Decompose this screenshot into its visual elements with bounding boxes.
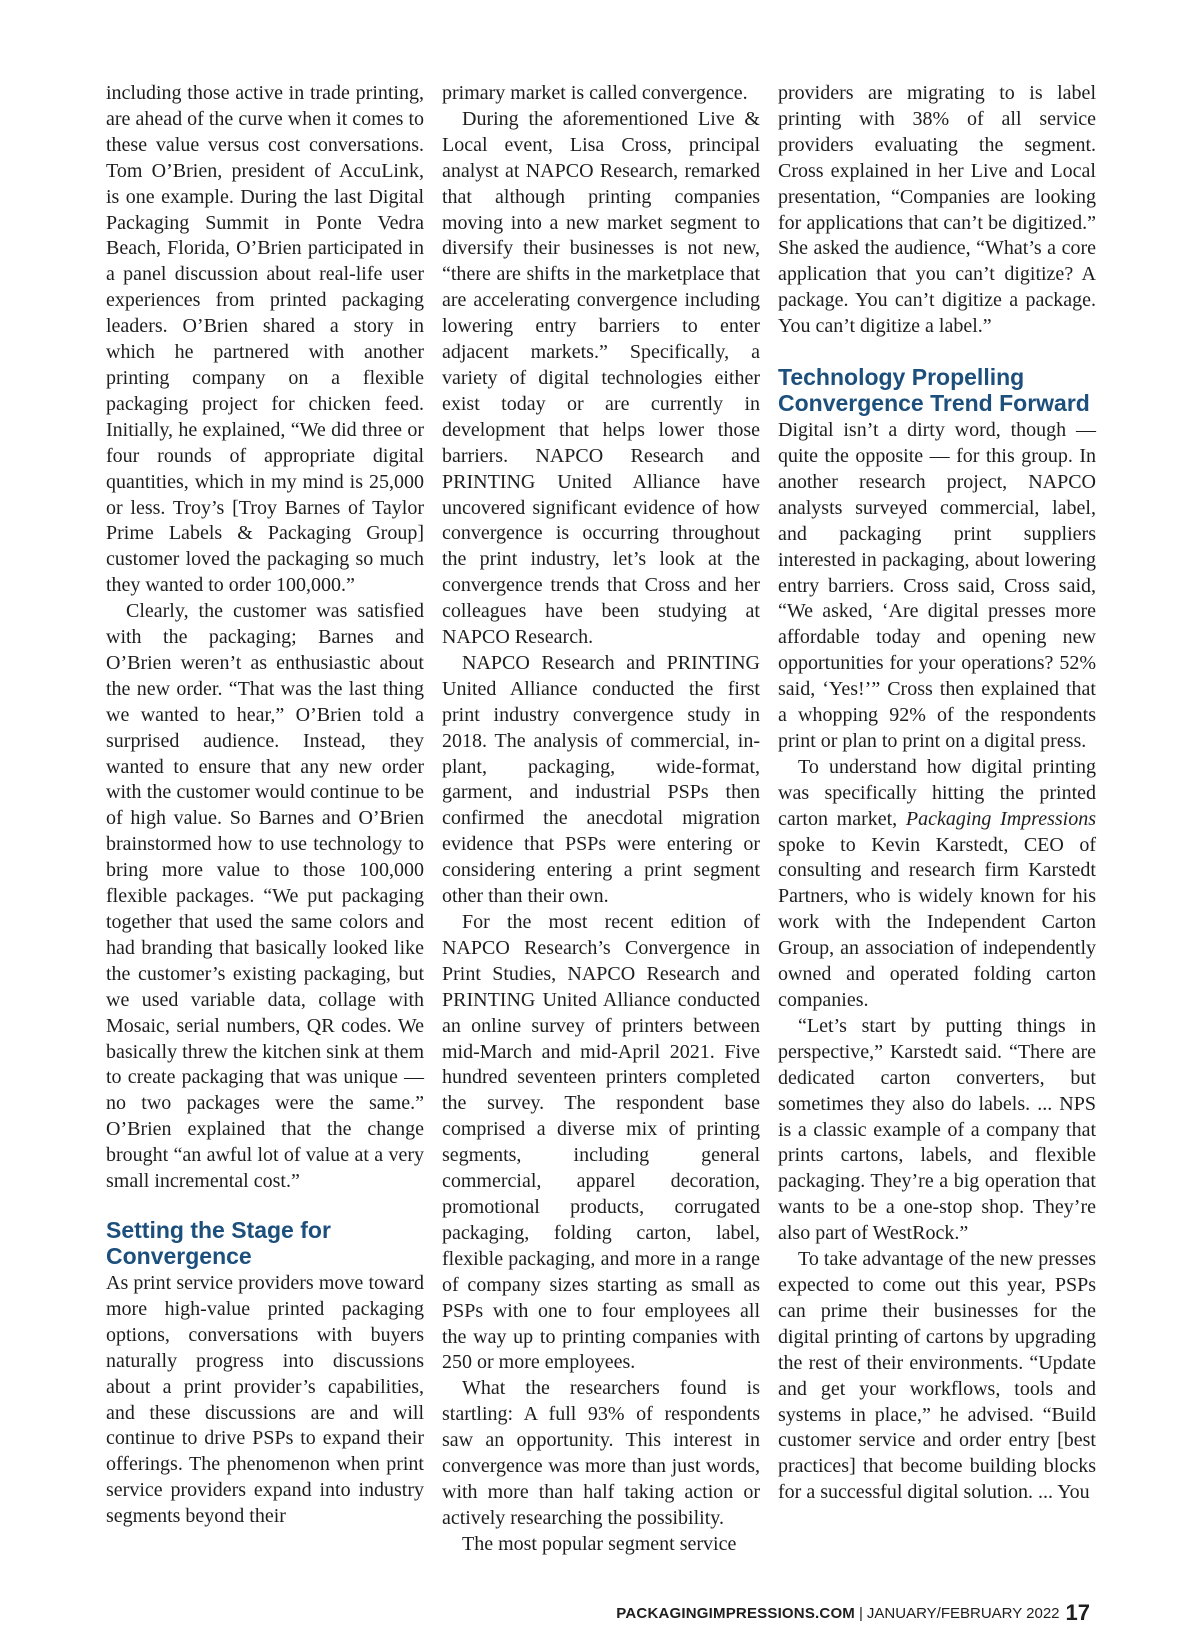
paragraph-text: To understand how digital printing was specifically hitting the printed carton market, <box>778 755 1096 830</box>
section-heading: Setting the Stage for Convergence <box>106 1216 331 1269</box>
page-number: 17 <box>1065 1600 1090 1625</box>
paragraph: For the most recent edition of NAPCO Research’s Convergence in Print Studies, NAPCO Research and PRINTING United Alliance conducted an online survey of printers between mid-March and mid-April 2021. Five hundred seventeen printers completed the survey. The respondent base comprised a diverse mix of printing segments, including general commercial, apparel decoration, promotional products, corrugated packaging, folding carton, label, flexible packaging, and more in a range of company sizes starting as small as PSPs with one to four employees all the way up to printing companies with 250 or more employees. <box>442 911 760 1374</box>
footer-issue: JANUARY/FEBRUARY 2022 <box>866 1605 1060 1622</box>
publication-name: Packaging Impressions <box>905 807 1096 830</box>
paragraph: As print service providers move toward more high-value printed packaging options, conversations with buyers naturally progress into discussions about a print provider’s capabilities, and these discussions are and will continue to drive PSPs to expand their offerings. The phenomenon when print service providers expand into industry segments beyond their <box>106 1271 424 1528</box>
footer-separator: | <box>859 1605 863 1622</box>
paragraph: To take advantage of the new presses expected to come out this year, PSPs can prime their businesses for the digital printing of cartons by upgrading the rest of their environments. “Update and get your workflows, tools and systems in place,” he advised. “Build customer service and order entry [best practices] that become building blocks for a successful digital solution. ... You <box>778 1248 1096 1504</box>
paragraph: primary market is called convergence. <box>442 82 748 104</box>
column-3 <box>778 81 1096 1506</box>
paragraph: The most popular segment service <box>462 1532 737 1555</box>
section-heading: Technology Propelling Convergence Trend Forward <box>778 364 1090 417</box>
paragraph: providers are migrating to is label printing with 38% of all service providers evaluating the segment. Cross explained in her Live and Local presentation, “Companies are looking for applications that can’t be digitized.” She asked the audience, “What’s a core application that you can’t digitize? A package. You can’t digitize a package. You can’t digitize a label.” <box>778 82 1096 338</box>
paragraph: Clearly, the customer was satisfied with the packaging; Barnes and O’Brien weren’t as enthusiastic about the new order. “That was the last thing we wanted to hear,” O’Brien told a surprised audience. Instead, they wanted to ensure that any new order with the customer would continue to be of high value. So Barnes and O’Brien brainstormed how to use technology to bring more value to those 100,000 flexible packages. “We put packaging together that used the same colors and had branding that basically looked like the customer’s existing packaging, but we used variable data, collage with Mosaic, serial numbers, QR codes. We basically threw the kitchen sink at them to create packaging that was unique — no two packages were the same.” O’Brien explained that the change brought “an awful lot of value at a very small incremental cost.” <box>106 600 424 1193</box>
page-footer <box>616 1600 1090 1626</box>
paragraph: “Let’s start by putting things in perspective,” Karstedt said. “There are dedicated carton converters, but sometimes they also do labels. ... NPS is a classic example of a company that prints cartons, labels, and flexible packaging. They’re a big operation that wants to be a one-stop shop. They’re also part of WestRock.” <box>778 1014 1096 1245</box>
column-1 <box>106 81 424 1530</box>
paragraph: During the aforementioned Live & Local event, Lisa Cross, principal analyst at NAPCO Research, remarked that although printing companies moving into a new market segment to diversify their businesses is not new, “there are shifts in the marketplace that are accelerating convergence including lowering entry barriers to enter adjacent markets.” Specifically, a variety of digital technologies either exist today or are currently in development that helps lower those barriers. NAPCO Research and PRINTING United Alliance have uncovered significant evidence of how convergence is occurring throughout the print industry, let’s look at the convergence trends that Cross and her colleagues have been studying at NAPCO Research. <box>442 107 760 649</box>
paragraph: What the researchers found is startling: A full 93% of respondents saw an opportunity. This interest in convergence was more than just words, with more than half taking action or actively researching the possibility. <box>442 1377 760 1529</box>
paragraph-text: spoke to Kevin Karstedt, CEO of consulting and research firm Karstedt Partners, who is widely known for his work with the Independent Carton Group, an association of independently owned and operated folding carton companies. <box>778 833 1096 1011</box>
paragraph: including those active in trade printing, are ahead of the curve when it comes to these value versus cost conversations. Tom O’Brien, president of AccuLink, is one example. During the last Digital Packaging Summit in Ponte Vedra Beach, Florida, O’Brien participated in a panel discussion about real-life user experiences from printed packaging leaders. O’Brien shared a story in which he partnered with another printing company on a flexible packaging project for chicken feed. Initially, he explained, “We did three or four rounds of appropriate digital quantities, which in my mind is 25,000 or less. Troy’s [Troy Barnes of Taylor Prime Labels & Packaging Group] customer loved the packaging so much they wanted to order 100,000.” <box>106 82 424 597</box>
column-2 <box>442 81 760 1558</box>
paragraph <box>778 755 1096 1014</box>
paragraph: Digital isn’t a dirty word, though — quite the opposite — for this group. In another research project, NAPCO analysts surveyed commercial, label, and packaging print suppliers interested in packaging, about lowering entry barriers. Cross said, Cross said, “We asked, ‘Are digital presses more affordable today and opening new opportunities for your operations? 52% said, ‘Yes!’” Cross then explained that a whopping 92% of the respondents print or plan to print on a digital press. <box>778 419 1096 752</box>
footer-site: PACKAGINGIMPRESSIONS.COM <box>616 1605 856 1622</box>
paragraph: NAPCO Research and PRINTING United Alliance conducted the first print industry convergence study in 2018. The analysis of commercial, in-plant, packaging, wide-format, garment, and industrial PSPs then confirmed the anecdotal migration evidence that PSPs were entering or considering entering a print segment other than their own. <box>442 651 760 908</box>
